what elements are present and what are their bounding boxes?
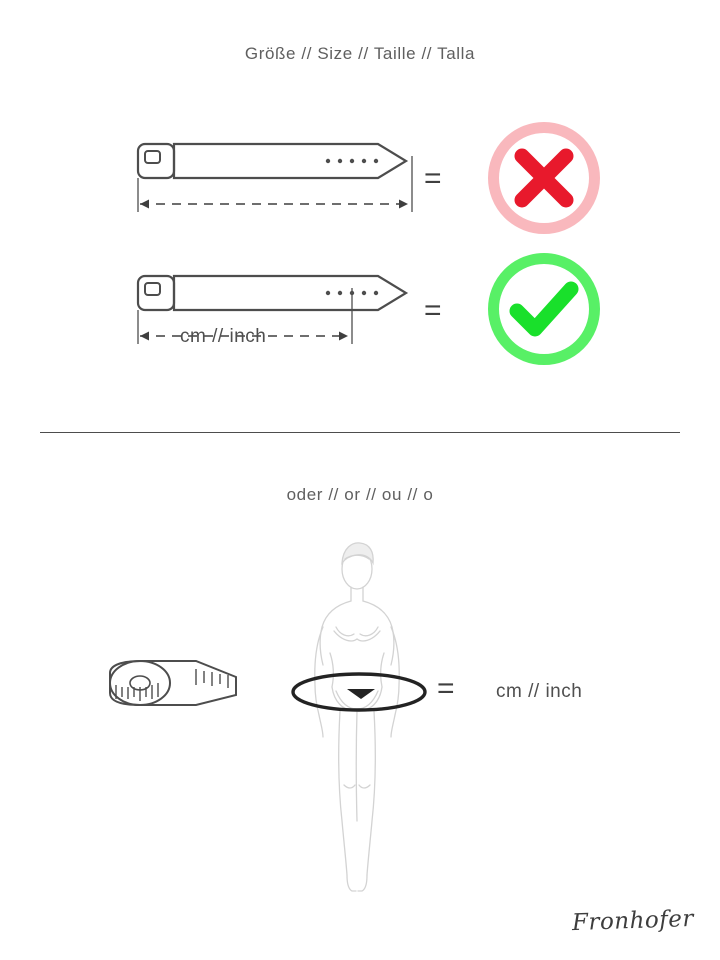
belt-hole — [338, 291, 342, 295]
arrowhead-left — [140, 332, 149, 341]
arrowhead-right — [399, 200, 408, 209]
arrowhead-left — [140, 200, 149, 209]
belt-buckle-icon — [138, 276, 174, 310]
belt-row-incorrect — [0, 120, 720, 240]
belt-buckle-inner — [145, 283, 160, 295]
belt-hole — [338, 159, 342, 163]
page-title-top: Größe // Size // Taille // Talla — [244, 44, 476, 63]
belt-buckle-inner — [145, 151, 160, 163]
waist-arrowheads — [347, 689, 375, 699]
check-icon — [499, 264, 589, 354]
belt-row-correct — [0, 252, 720, 372]
check-badge — [488, 253, 600, 365]
waist-measure-ellipse — [287, 665, 432, 721]
equals-sign-correct: = — [424, 294, 442, 327]
measuring-tape-icon — [100, 655, 250, 715]
arrowhead-right — [339, 332, 348, 341]
belt-hole — [326, 291, 330, 295]
lower-measurement-label: cm // inch — [496, 681, 583, 702]
brand-logo: Fronhofer — [571, 905, 695, 937]
check-icon-svg — [504, 269, 584, 349]
belt-buckle-icon — [138, 144, 174, 178]
belt-hole — [362, 291, 366, 295]
belt-hole — [374, 291, 378, 295]
cross-icon — [499, 133, 589, 223]
belt-hole — [362, 159, 366, 163]
belt-strap — [174, 144, 406, 178]
belt-hole — [350, 159, 354, 163]
equals-sign-lower: = — [437, 672, 455, 705]
equals-sign-incorrect: = — [424, 162, 442, 195]
belt-strap — [174, 276, 406, 310]
section-divider — [40, 432, 680, 433]
belt-hole — [326, 159, 330, 163]
tape-ticks — [116, 669, 228, 701]
cross-icon-svg — [507, 141, 581, 215]
cross-badge — [488, 122, 600, 234]
page-title-bottom: oder // or // ou // o — [286, 485, 434, 504]
belt-hole — [374, 159, 378, 163]
belt-measurement-label: cm // inch — [180, 326, 267, 347]
